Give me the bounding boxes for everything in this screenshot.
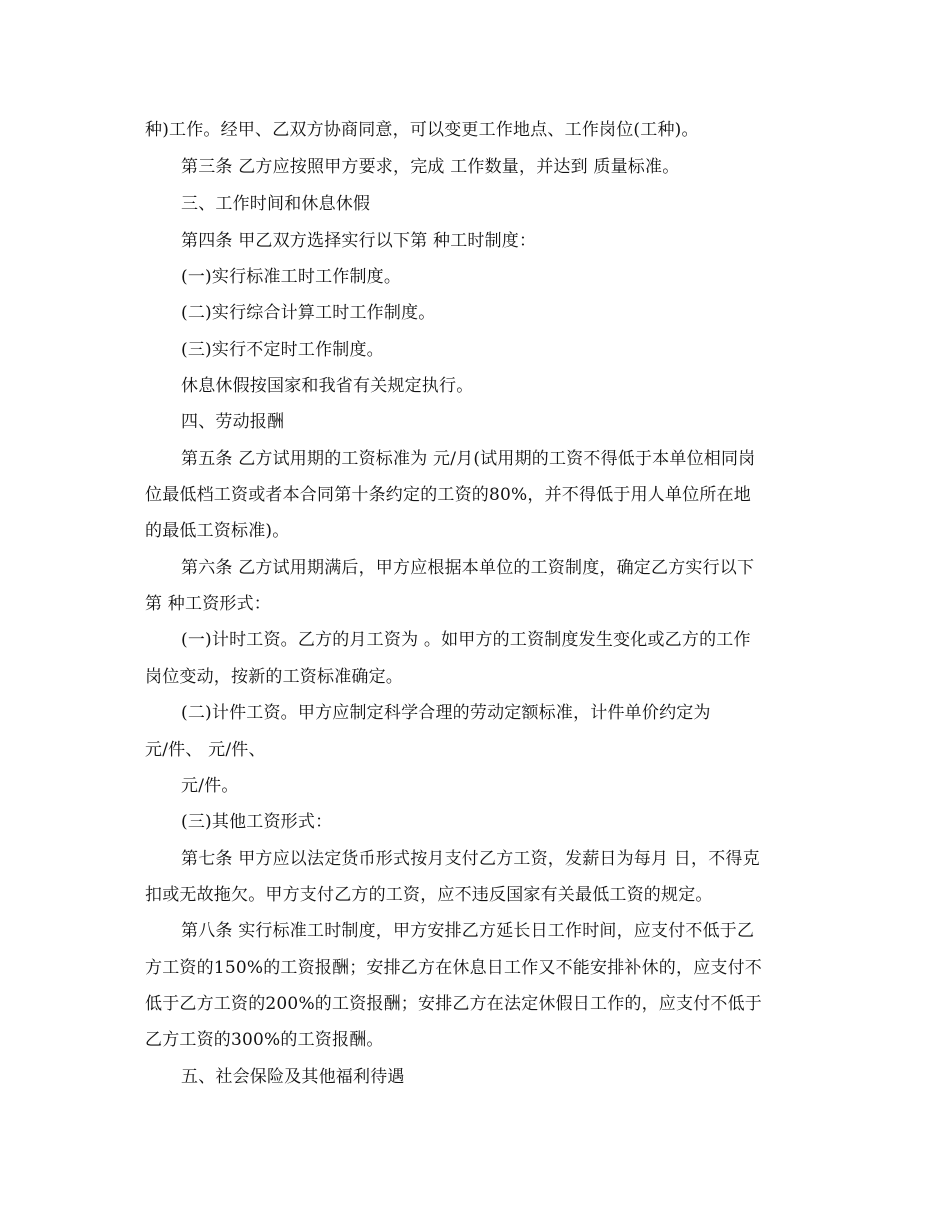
text-line: 方工资的150%的工资报酬；安排乙方在休息日工作又不能安排补休的，应支付不 <box>145 958 762 978</box>
text-line: 第三条 乙方应按照甲方要求，完成 工作数量，并达到 质量标准。 <box>181 157 680 177</box>
text-line: 位最低档工资或者本合同第十条约定的工资的80%，并不得低于用人单位所在地 <box>145 485 751 505</box>
text-line: 第七条 甲方应以法定货币形式按月支付乙方工资，发薪日为每月 日，不得克 <box>181 849 760 869</box>
text-line: 低于乙方工资的200%的工资报酬；安排乙方在法定休假日工作的，应支付不低于 <box>145 994 762 1014</box>
text-line: (二)计件工资。甲方应制定科学合理的劳动定额标准，计件单价约定为 <box>181 703 711 723</box>
text-line: 第八条 实行标准工时制度，甲方安排乙方延长日工作时间，应支付不低于乙 <box>181 921 755 941</box>
text-line: 第 种工资形式： <box>145 594 272 614</box>
text-line: 的最低工资标准)。 <box>145 521 290 541</box>
text-line: (二)实行综合计算工时工作制度。 <box>181 303 436 323</box>
text-line: (一)计时工资。乙方的月工资为 。如甲方的工资制度发生变化或乙方的工作 <box>181 630 751 650</box>
text-line: 扣或无故拖欠。甲方支付乙方的工资，应不违反国家有关最低工资的规定。 <box>145 885 713 905</box>
text-line: 种)工作。经甲、乙双方协商同意，可以变更工作地点、工作岗位(工种)。 <box>145 120 699 140</box>
text-line: 休息休假按国家和我省有关规定执行。 <box>181 376 474 396</box>
text-line: 乙方工资的300%的工资报酬。 <box>145 1030 384 1050</box>
text-line: (三)其他工资形式： <box>181 812 333 832</box>
text-line: (一)实行标准工时工作制度。 <box>181 267 402 287</box>
section-heading: 五、社会保险及其他福利待遇 <box>181 1067 405 1087</box>
text-line: 第四条 甲乙双方选择实行以下第 种工时制度： <box>181 231 537 251</box>
section-heading: 四、劳动报酬 <box>181 412 285 432</box>
text-line: 元/件、 元/件、 <box>145 740 266 760</box>
text-line: (三)实行不定时工作制度。 <box>181 340 384 360</box>
section-heading: 三、工作时间和休息休假 <box>181 194 371 214</box>
text-line: 第五条 乙方试用期的工资标准为 元/月(试用期的工资不得低于本单位相同岗 <box>181 449 756 469</box>
text-line: 岗位变动，按新的工资标准确定。 <box>145 667 403 687</box>
text-line: 元/件。 <box>181 776 239 796</box>
text-line: 第六条 乙方试用期满后，甲方应根据本单位的工资制度，确定乙方实行以下 <box>181 558 755 578</box>
